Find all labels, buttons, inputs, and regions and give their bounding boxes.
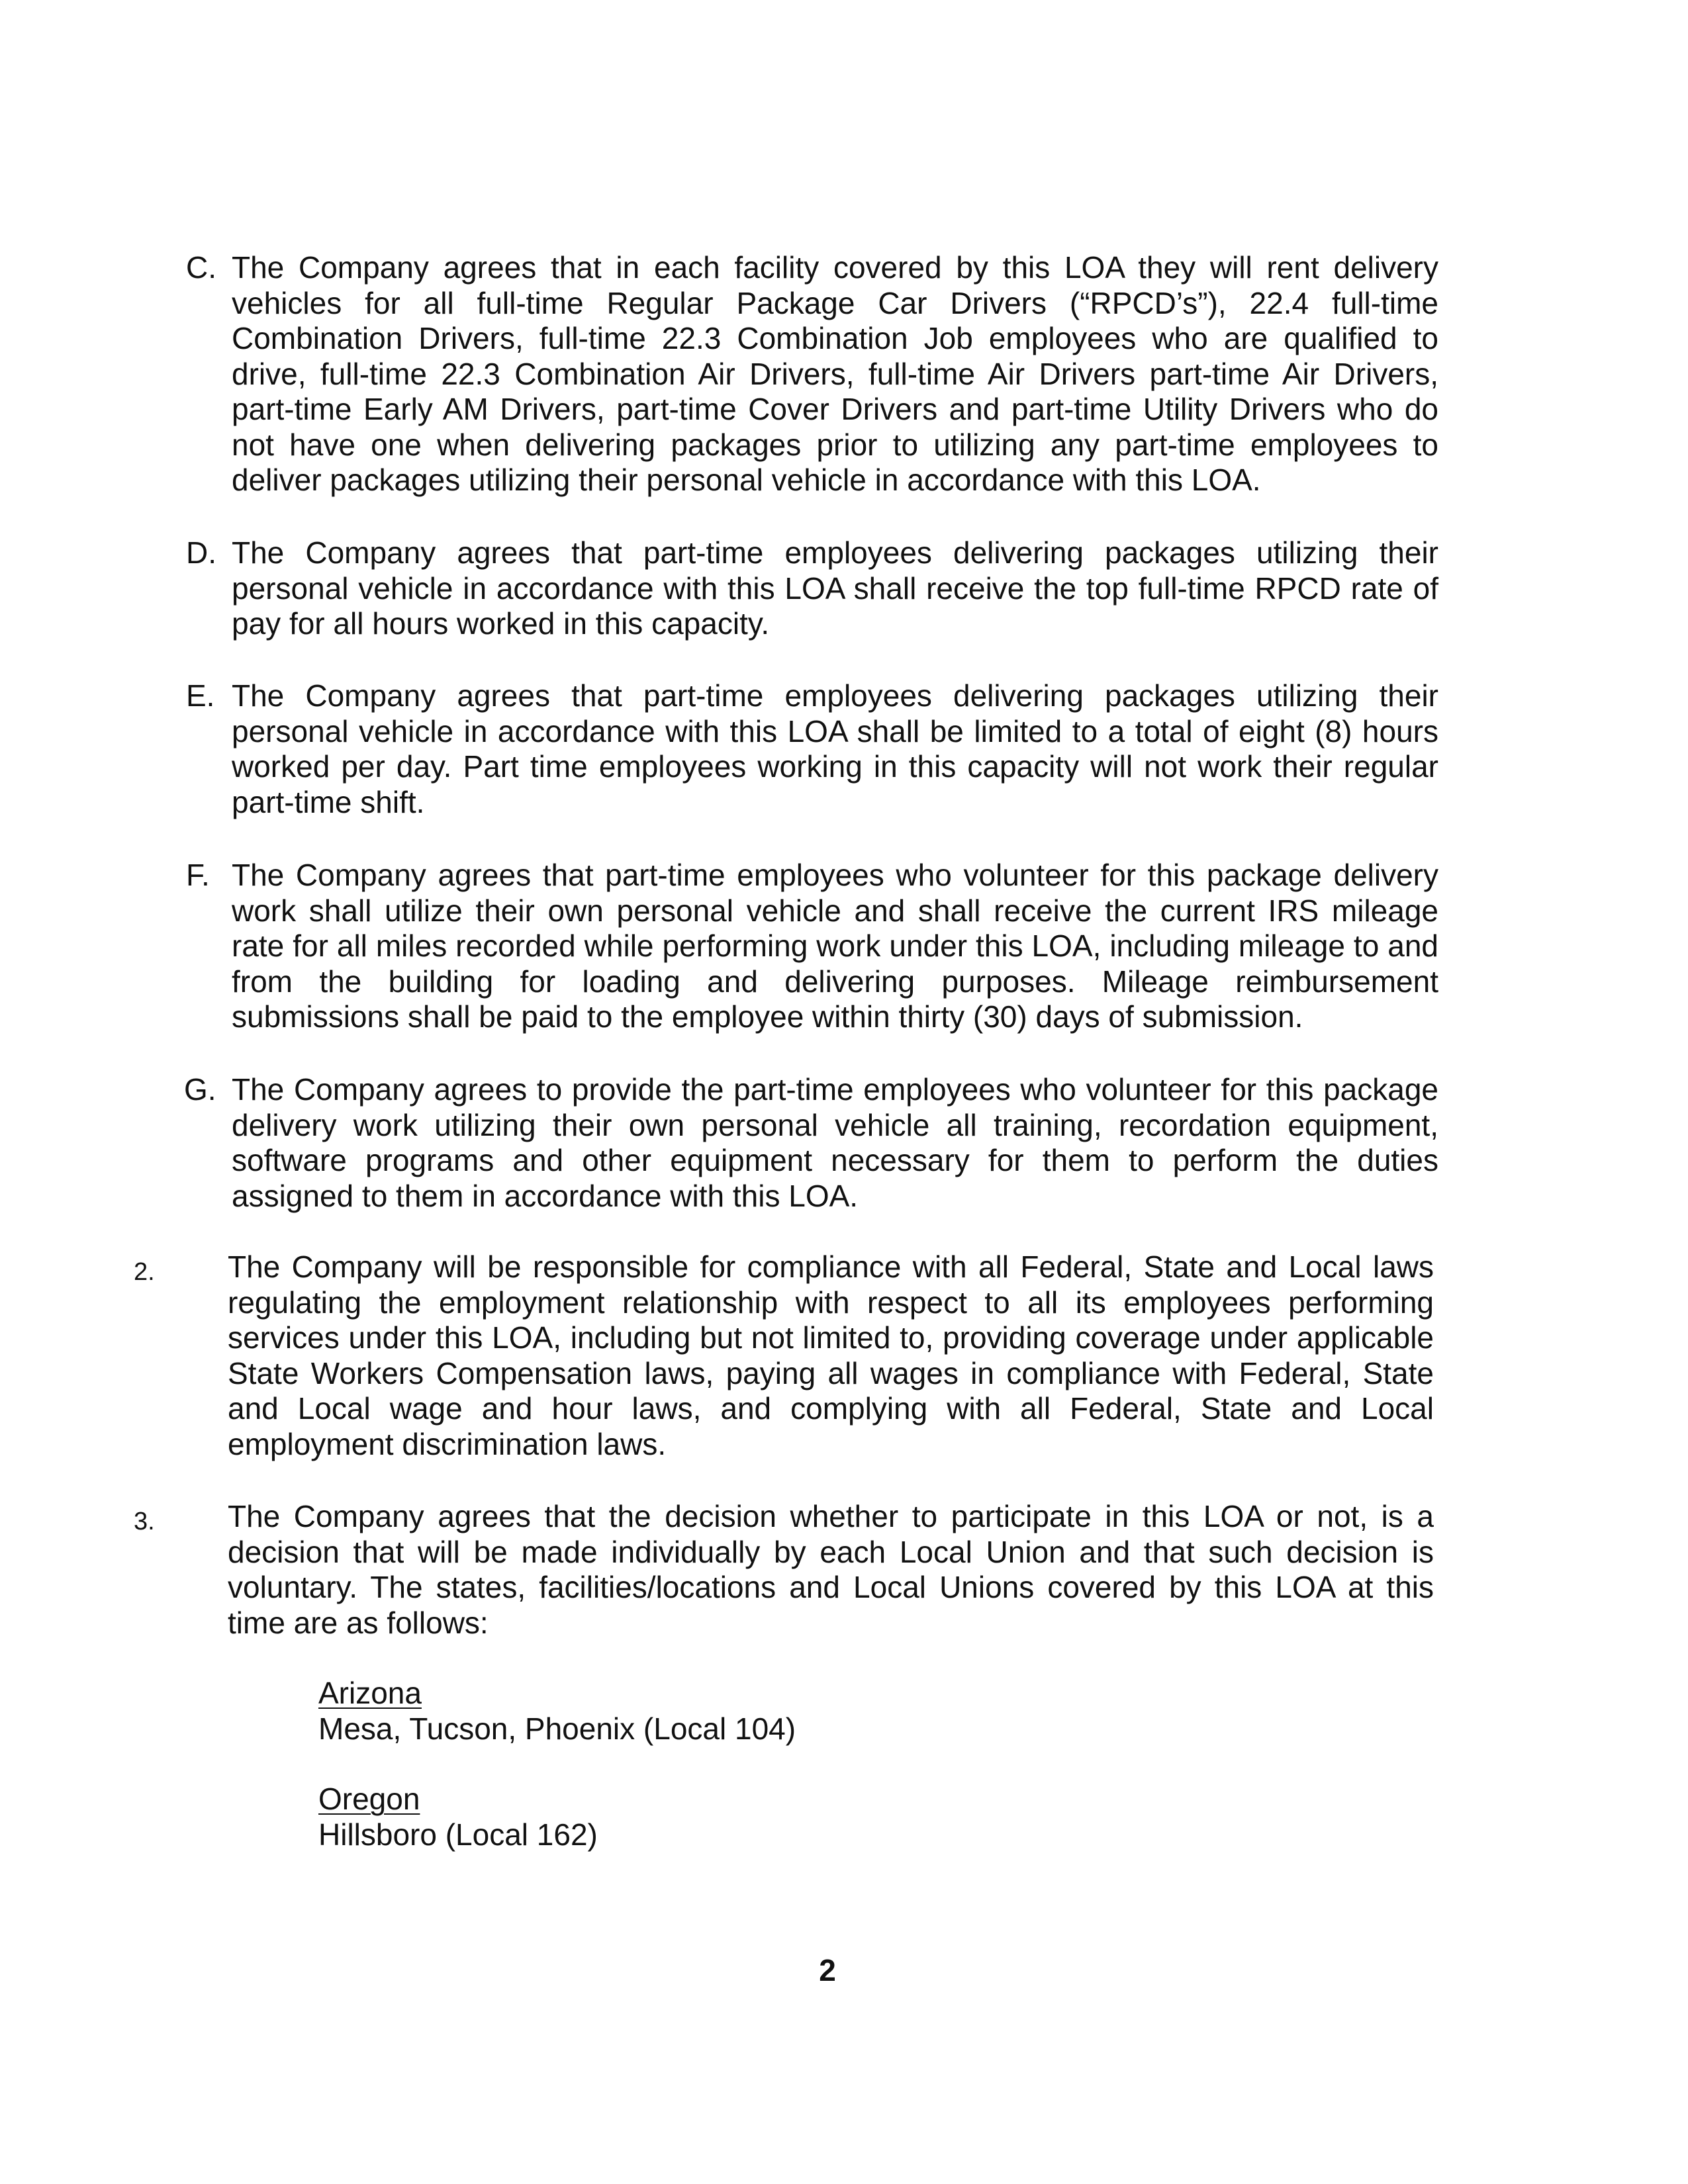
- list-item-f: [0, 858, 1688, 1043]
- list-item-d: [0, 535, 1688, 648]
- list-marker: E.: [186, 678, 215, 713]
- list-marker: C.: [186, 250, 216, 285]
- list-marker: F.: [186, 858, 210, 892]
- location-oregon: [318, 1782, 598, 1852]
- state-name: Arizona: [318, 1676, 422, 1710]
- numbered-item-3: [0, 1499, 1688, 1645]
- location-places: Hillsboro (Local 162): [318, 1817, 598, 1852]
- list-item-text: The Company agrees that in each facility covered by this LOA they will rent delivery vehicles for all full-time Regular Package Car Drivers (“RPCD’s”), 22.4 full-time Combination Drivers, full-time 22.3 Combination Job employees who are qualified to drive, full-time 22.3 Combination Air Drivers, full-time Air Drivers part-time Air Drivers, part-time Early AM Drivers, part-time Cover Drivers and part-time Utility Drivers who do not have one when delivering packages prior to utilizing any part-time employees to deliver packages utilizing their personal vehicle in accordance with this LOA.: [232, 250, 1438, 497]
- list-item-e: [0, 678, 1688, 824]
- location-places: Mesa, Tucson, Phoenix (Local 104): [318, 1711, 796, 1746]
- numbered-item-2: [0, 1250, 1688, 1468]
- list-item-text: The Company will be responsible for compliance with all Federal, State and Local laws regulating the employment relationship with respect to all its employees performing services under this LOA, including but not limited to, providing coverage under applicable State Workers Compensation laws, paying all wages in compliance with Federal, State and Local wage and hour laws, and complying with all Federal, State and Local employment discrimination laws.: [228, 1250, 1434, 1461]
- list-marker: 2.: [134, 1258, 155, 1286]
- list-marker: D.: [186, 535, 216, 570]
- list-item-text: The Company agrees to provide the part-time employees who volunteer for this package delivery work utilizing their own personal vehicle all training, recordation equipment, software programs and other equipment necessary for them to perform the duties assigned to them in accordance with this LOA.: [232, 1072, 1438, 1213]
- state-name: Oregon: [318, 1782, 420, 1816]
- list-marker: 3.: [134, 1508, 155, 1535]
- location-arizona: [318, 1676, 796, 1747]
- list-marker: G.: [184, 1072, 216, 1107]
- list-item-text: The Company agrees that part-time employees who volunteer for this package delivery work shall utilize their own personal vehicle and shall receive the current IRS mileage rate for all miles recorded while performing work under this LOA, including mileage to and from the building for loading and delivering purposes. Mileage reimbursement submissions shall be paid to the employee within thirty (30) days of submission.: [232, 858, 1438, 1034]
- list-item-text: The Company agrees that the decision whether to participate in this LOA or not, is a decision that will be made individually by each Local Union and that such decision is voluntary. The states, facilities/locations and Local Unions covered by this LOA at this time are as follows:: [228, 1499, 1434, 1640]
- list-item-text: The Company agrees that part-time employees delivering packages utilizing their personal vehicle in accordance with this LOA shall receive the top full-time RPCD rate of pay for all hours worked in this capacity.: [232, 535, 1438, 641]
- list-item-g: [0, 1072, 1688, 1218]
- page-number: 2: [819, 1953, 836, 1987]
- list-item-text: The Company agrees that part-time employees delivering packages utilizing their personal vehicle in accordance with this LOA shall be limited to a total of eight (8) hours worked per day. Part time employees working in this capacity will not work their regular part-time shift.: [232, 678, 1438, 819]
- list-item-c: [0, 250, 1688, 502]
